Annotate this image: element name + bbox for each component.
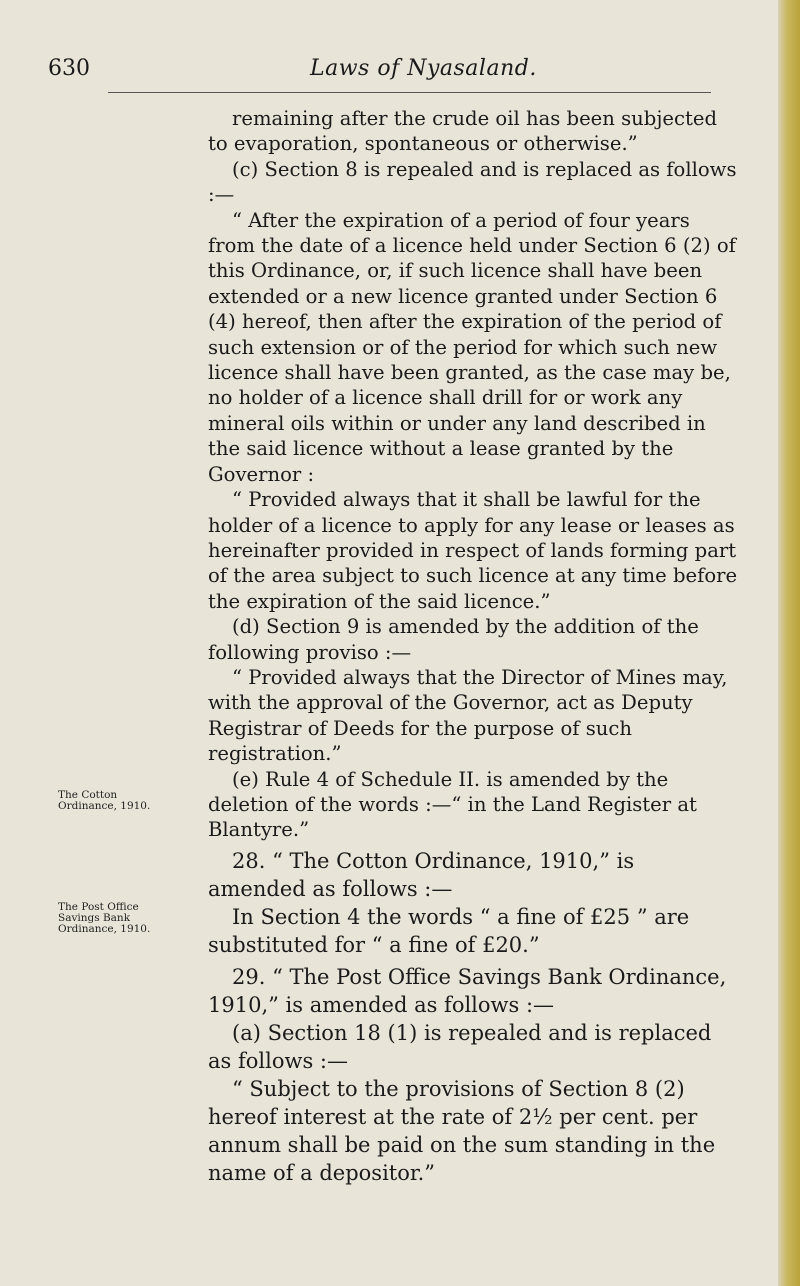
header-rule <box>108 92 711 93</box>
paragraph: remaining after the crude oil has been subjected to evaporation, spontaneous or otherwise.” <box>208 107 718 156</box>
paragraph: (d) Section 9 is amended by the addition of the following proviso :— <box>208 615 699 664</box>
running-title: Laws of Nyasaland. <box>310 56 537 81</box>
margin-note-line: The Cotton <box>58 789 118 801</box>
margin-note-post-office <box>58 902 178 935</box>
margin-note-line: The Post Office <box>58 901 139 913</box>
margin-note-line: Ordinance, 1910. <box>58 923 151 935</box>
paragraph: “ Provided always that it shall be lawful for the holder of a licence to apply for any lease or leases as hereinafter provided in respect of lands forming part of the area subject to such licence at any time before the expiration of the said licence.” <box>208 488 738 613</box>
page-number: 630 <box>48 56 90 81</box>
paragraph: (a) Section 18 (1) is repealed and is replaced as follows :— <box>208 1020 712 1073</box>
section-28: 28. “ The Cotton Ordinance, 1910,” is amended as follows :— <box>208 848 635 901</box>
page-edge <box>778 0 800 1286</box>
paragraph: “ After the expiration of a period of four years from the date of a licence held under Section 6 (2) of this Ordinance, or, if such licence shall have been extended or a new licence granted under Section 6 (4) hereof, then after the expiration of the period of such extension or of the period for which such new licence shall have been granted, as the case may be, no holder of a licence shall drill for or work any mineral oils within or under any land described in the said licence without a lease granted by the Governor : <box>208 208 736 486</box>
paragraph: (c) Section 8 is repealed and is replaced as follows :— <box>208 157 737 207</box>
paragraph: “ Provided always that the Director of Mines may, with the approval of the Governor, act as Deputy Registrar of Deeds for the purpose of such registration.” <box>208 665 728 766</box>
section-29: 29. “ The Post Office Savings Bank Ordinance, 1910,” is amended as follows :— <box>208 964 727 1017</box>
paragraph: (e) Rule 4 of Schedule II. is amended by the deletion of the words :—“ in the Land Register at Blantyre.” <box>208 767 697 842</box>
margin-note-cotton <box>58 790 178 812</box>
paragraph: In Section 4 the words “ a fine of £25 ” are substituted for “ a fine of £20.” <box>208 904 690 957</box>
page-header <box>20 56 780 86</box>
margin-note-line: Ordinance, 1910. <box>58 800 151 812</box>
margin-note-line: Savings Bank <box>58 912 131 924</box>
paragraph: “ Subject to the provisions of Section 8 (2) hereof interest at the rate of 2½ per cent. per annum shall be paid on the sum standing in the name of a depositor.” <box>208 1076 716 1185</box>
body-text <box>208 106 738 1187</box>
